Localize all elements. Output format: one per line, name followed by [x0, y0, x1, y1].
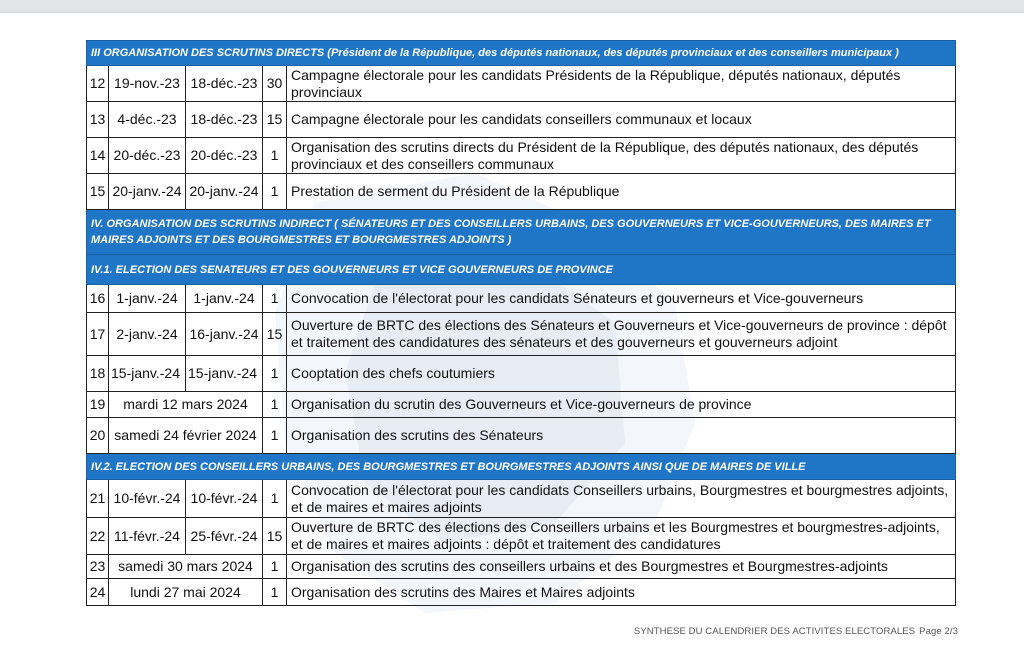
- start-date: 20-déc.-23: [109, 138, 186, 174]
- start-date: 2-janv.-24: [109, 313, 186, 356]
- table-row: [87, 418, 956, 454]
- start-date: 20-janv.-24: [109, 174, 186, 210]
- table-row: [87, 480, 956, 518]
- start-date: 4-déc.-23: [109, 102, 186, 138]
- activity: Convocation de l'électorat pour les candidats Conseillers urbains, Bourgmestres et bourgmestres adjoints, et de maires et maires adjoints: [287, 480, 956, 518]
- section-header: [87, 210, 956, 255]
- table-row: [87, 313, 956, 356]
- page-footer: [634, 626, 958, 637]
- duration: 1: [263, 174, 287, 210]
- table-row: [87, 356, 956, 392]
- row-number: 19: [87, 392, 109, 418]
- page-number: Page 2/3: [919, 626, 958, 637]
- document-page: [0, 13, 1024, 645]
- date: mardi 12 mars 2024: [109, 392, 263, 418]
- table-row: [87, 285, 956, 313]
- duration: 1: [263, 356, 287, 392]
- start-date: 15-janv.-24: [109, 356, 186, 392]
- table-row: [87, 555, 956, 579]
- start-date: 19-nov.-23: [109, 66, 186, 102]
- activity: Organisation des scrutins des Sénateurs: [287, 418, 956, 454]
- section-header: [87, 454, 956, 480]
- row-number: 23: [87, 555, 109, 579]
- row-number: 21: [87, 480, 109, 518]
- end-date: 25-févr.-24: [186, 518, 263, 555]
- table-row: [87, 138, 956, 174]
- activity: Organisation du scrutin des Gouverneurs et Vice-gouverneurs de province: [287, 392, 956, 418]
- end-date: 15-janv.-24: [186, 356, 263, 392]
- row-number: 24: [87, 579, 109, 606]
- activity: Campagne électorale pour les candidats Présidents de la République, députés nationaux, députés provinciaux: [287, 66, 956, 102]
- row-number: 22: [87, 518, 109, 555]
- section-3-title: III ORGANISATION DES SCRUTINS DIRECTS (Président de la République, des députés nationaux, des députés provinciaux et des conseillers municipaux ): [87, 41, 956, 66]
- section-4-1-title: IV.1. ELECTION DES SENATEURS ET DES GOUVERNEURS ET VICE GOUVERNEURS DE PROVINCE: [87, 255, 956, 285]
- date: samedi 24 février 2024: [109, 418, 263, 454]
- row-number: 15: [87, 174, 109, 210]
- duration: 1: [263, 138, 287, 174]
- duration: 1: [263, 555, 287, 579]
- table-row: [87, 174, 956, 210]
- table-row: [87, 392, 956, 418]
- row-number: 13: [87, 102, 109, 138]
- duration: 15: [263, 313, 287, 356]
- start-date: 1-janv.-24: [109, 285, 186, 313]
- end-date: 18-déc.-23: [186, 102, 263, 138]
- section-4-title: IV. ORGANISATION DES SCRUTINS INDIRECT ( SÉNATEURS ET DES CONSEILLERS URBAINS, DES GOUVERNEURS ET VICE-GOUVERNEURS, DES MAIRES ET MAIRES ADJOINTS ET DES BOURGMESTRES ET BOURGMESTRES ADJOINTS ): [87, 210, 956, 255]
- duration: 15: [263, 518, 287, 555]
- row-number: 18: [87, 356, 109, 392]
- section-header: [87, 255, 956, 285]
- row-number: 12: [87, 66, 109, 102]
- duration: 1: [263, 480, 287, 518]
- activity: Ouverture de BRTC des élections des Conseillers urbains et les Bourgmestres et bourgmestres-adjoints, et de maires et maires adjoints : dépôt et traitement des candidatures: [287, 518, 956, 555]
- start-date: 10-févr.-24: [109, 480, 186, 518]
- table-row: [87, 518, 956, 555]
- end-date: 20-déc.-23: [186, 138, 263, 174]
- table-row: [87, 66, 956, 102]
- row-number: 14: [87, 138, 109, 174]
- activity: Prestation de serment du Président de la République: [287, 174, 956, 210]
- end-date: 18-déc.-23: [186, 66, 263, 102]
- date: lundi 27 mai 2024: [109, 579, 263, 606]
- duration: 1: [263, 579, 287, 606]
- activity: Organisation des scrutins des conseillers urbains et des Bourgmestres et Bourgmestres-adjoints: [287, 555, 956, 579]
- end-date: 16-janv.-24: [186, 313, 263, 356]
- activity: Organisation des scrutins des Maires et Maires adjoints: [287, 579, 956, 606]
- activity: Organisation des scrutins directs du Président de la République, des députés nationaux, des députés provinciaux et des conseillers communaux: [287, 138, 956, 174]
- end-date: 10-févr.-24: [186, 480, 263, 518]
- date: samedi 30 mars 2024: [109, 555, 263, 579]
- footer-title: SYNTHESE DU CALENDRIER DES ACTIVITES ELECTORALES: [633, 626, 916, 637]
- activity: Convocation de l'électorat pour les candidats Sénateurs et gouverneurs et Vice-gouverneurs: [287, 285, 956, 313]
- start-date: 11-févr.-24: [109, 518, 186, 555]
- row-number: 17: [87, 313, 109, 356]
- activity: Ouverture de BRTC des élections des Sénateurs et Gouverneurs et Vice-gouverneurs de province : dépôt et traitement des candidatures des sénateurs et des gouverneurs et gouverneurs adjoint: [287, 313, 956, 356]
- duration: 1: [263, 285, 287, 313]
- row-number: 16: [87, 285, 109, 313]
- section-header: [87, 41, 956, 66]
- row-number: 20: [87, 418, 109, 454]
- table-row: [87, 102, 956, 138]
- duration: 1: [263, 418, 287, 454]
- duration: 30: [263, 66, 287, 102]
- activity: Campagne électorale pour les candidats conseillers communaux et locaux: [287, 102, 956, 138]
- activity: Cooptation des chefs coutumiers: [287, 356, 956, 392]
- table-row: [87, 579, 956, 606]
- end-date: 20-janv.-24: [186, 174, 263, 210]
- electoral-calendar-table: [86, 40, 956, 606]
- section-4-2-title: IV.2. ELECTION DES CONSEILLERS URBAINS, DES BOURGMESTRES ET BOURGMESTRES ADJOINTS AINSI QUE DE MAIRES DE VILLE: [87, 454, 956, 480]
- end-date: 1-janv.-24: [186, 285, 263, 313]
- duration: 1: [263, 392, 287, 418]
- duration: 15: [263, 102, 287, 138]
